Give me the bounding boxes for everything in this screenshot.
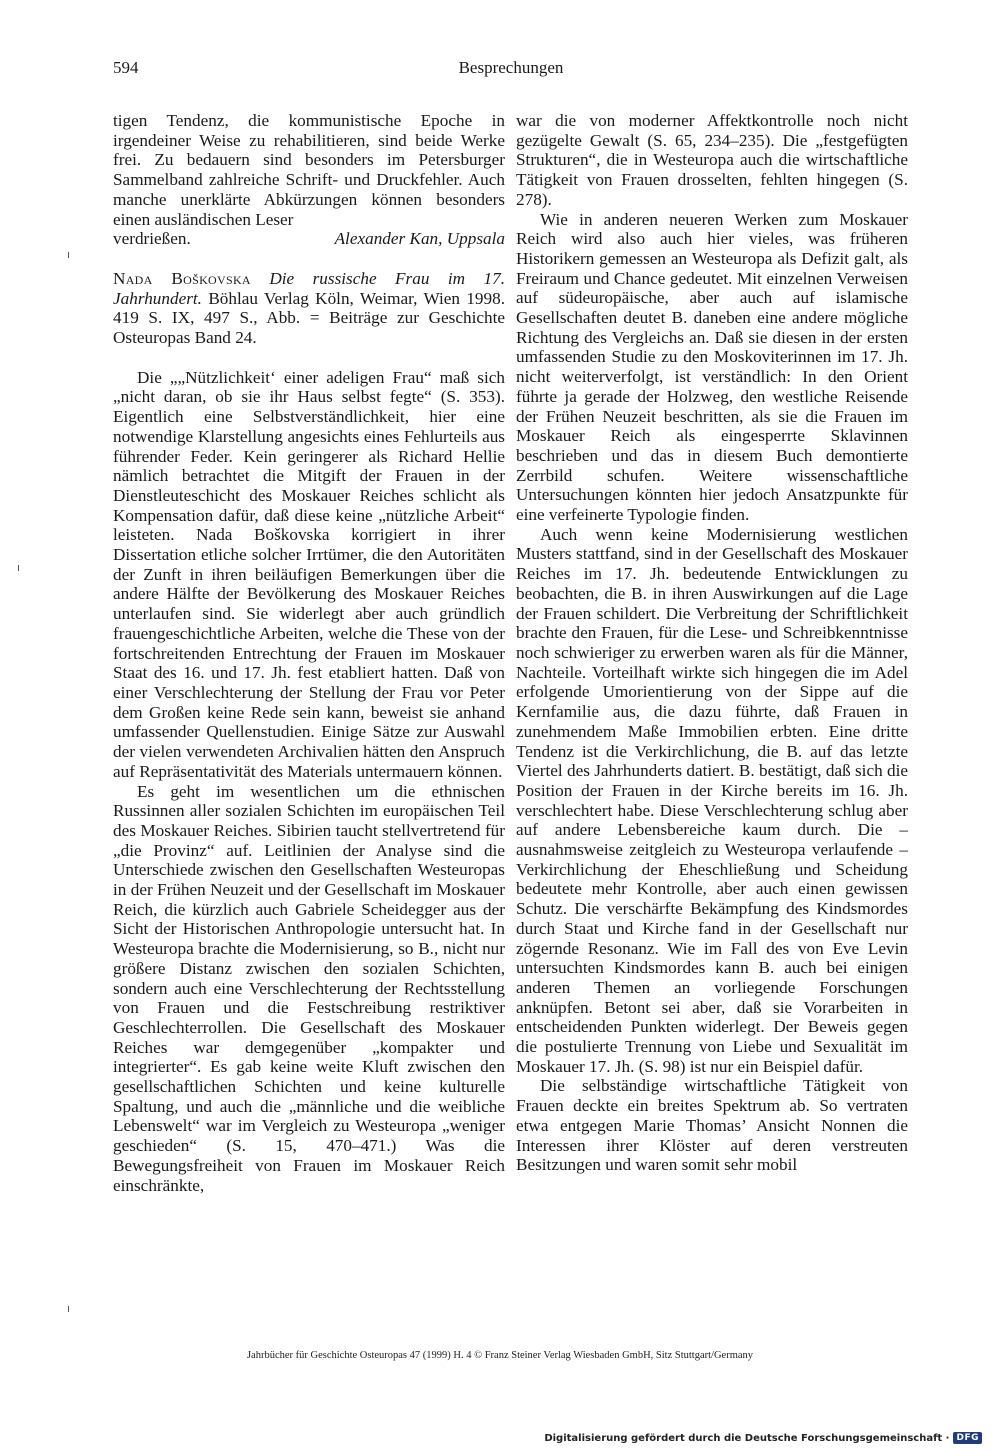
- dfg-logo: DFG: [953, 1432, 982, 1444]
- scan-mark: [68, 1306, 69, 1312]
- review-signature: [113, 229, 505, 249]
- book-author: Nada Boškovska: [113, 268, 251, 288]
- spacer: [113, 249, 505, 269]
- signature-lead: verdrießen.: [113, 229, 191, 249]
- review-paragraph: Es geht im wesentlichen um die ethnischen Russinnen aller sozialen Schichten im europäischen Teil des Moskauer Reiches. Sibirien taucht stellvertretend für „die Provinz“ auf. Leitlinien der Analyse sind die Unterschiede zwischen den Gesellschaften Westeuropas in der Frühen Neuzeit und der Gesellschaft im Moskauer Reich, die kürzlich auch Gabriele Scheidegger aus der Sicht der Historischen Anthropologie untersucht hat. In Westeuropa brachte die Modernisierung, so B., nicht nur größere Distanz zwischen den sozialen Schichten, sondern auch eine Verschlechterung der Rechtsstellung von Frauen und die Festschreibung restriktiver Geschlechterrollen. Die Gesellschaft des Moskauer Reiches war demgegenüber „kompakter und integrierter“. Es gab keine weite Kluft zwischen den gesellschaftlichen Schichten und keine kulturelle Spaltung, und auch die „männliche und die weibliche Lebenswelt“ war im Vergleich zu Westeuropa „weniger geschieden“ (S. 15, 470–471.) Was die Bewegungsfreiheit von Frauen im Moskauer Reich einschränkte,: [113, 781, 505, 1195]
- review-paragraph: Die selbständige wirtschaftliche Tätigkeit von Frauen deckte ein breites Spektrum ab. So vertraten etwa entgegen Marie Thomas’ Ansicht Nonnen die Interessen ihrer Klöster auf deren verstreuten Besitzungen und waren somit sehr mobil: [516, 1076, 908, 1175]
- left-column: [113, 111, 505, 1195]
- review-paragraph: Auch wenn keine Modernisierung westlichen Musters stattfand, sind in der Gesellschaft des Moskauer Reiches im 17. Jh. bedeutende Entwicklungen zu beobachten, die B. in ihren Auswirkungen auf die Lage der Frauen schildert. Die Verbreitung der Schriftlichkeit brachte den Frauen, für die Lese- und Schreibkenntnisse noch schwieriger zu erwerben waren als für die Männer, Nachteile. Vorteilhaft wirkte sich hingegen die im Adel erfolgende Umorientierung von der Sippe auf die Kernfamilie aus, die dazu führte, daß Frauen in zunehmendem Maße Immobilien erbten. Eine dritte Tendenz ist die Verkirchlichung, die B. auf das letzte Viertel des Jahrhunderts datiert. B. bestätigt, daß sich die Position der Frauen in der Kirche bereits im 16. Jh. verschlechtert habe. Diese Verschlechterung schlug aber auf andere Lebensbereiche kaum durch. Die – ausnahmsweise zeitgleich zu Westeuropa verlaufende – Verkirchlichung der Eheschließung und Scheidung bedeutete mehr Kontrolle, aber auch einen gewissen Schutz. Die verschärfte Bekämpfung des Kindsmordes durch Staat und Kirche fand in der Gesellschaft nur zögernde Resonanz. Wie im Fall des von Eve Levin untersuchten Kindsmordes kann B. auch bei einigen anderen Themen an vorliegende Forschungen anknüpfen. Betont sei aber, daß sie Vorarbeiten in entscheidenden Punkten widerlegt. Der Beweis gegen die postulierte Trennung von Liebe und Sexualität im Moskauer 17. Jh. (S. 98) ist nur ein Beispiel dafür.: [516, 524, 908, 1076]
- page-header: [113, 58, 909, 84]
- review-paragraph: Wie in anderen neueren Werken zum Moskauer Reich wird also auch hier vieles, was früheren Historikern gemessen an Westeuropa als Defizit galt, als Freiraum und Chance gedeutet. Mit einzelnen Verweisen auf südeuropäische, aber auch auf islamische Gesellschaften deutet B. daneben eine andere mögliche Richtung des Vergleichs an. Daß sie diesen in der ersten umfassenden Studie zu den Moskoviterinnen im 17. Jh. nicht weiterverfolgt, ist verständlich: In den Orient führte ja gerade der Holzweg, den westliche Reisende der Frühen Neuzeit beschritten, als sie die Frauen im Moskauer Reich als eingesperrte Sklavinnen beschrieben und das in diesem Buch demontierte Zerrbild schufen. Weitere wissenschaftliche Untersuchungen könnten hier jedoch Ansatzpunkte für eine verfeinerte Typologie finden.: [516, 209, 908, 525]
- book-publication-details: Böhlau Verlag Köln, Weimar, Wien 1998. 419 S. IX, 497 S., Abb. = Beiträge zur Geschichte Osteuropas Band 24.: [113, 288, 506, 348]
- review-paragraph: Die „„Nützlichkeit‘ einer adeligen Frau“ maß sich „nicht daran, ob sie ihr Haus selbst fegte“ (S. 353). Eigentlich eine Selbstverständlichkeit, hier eine notwendige Klarstellung angesichts eines Fehlurteils aus führender Feder. Kein geringerer als Richard Hellie nämlich betrachtet die Mitgift der Frauen in der Dienstleuteschicht des Moskauer Reiches schlicht als Kompensation dafür, daß diese keine „nützliche Arbeit“ leisteten. Nada Boškovska korrigiert in ihrer Dissertation etliche solcher Irrtümer, die den Autoritäten der Zunft in ihren beiläufigen Bemerkungen über die andere Hälfte der Bevölkerung des Moskauer Reiches unterlaufen sind. Sie widerlegt aber auch gründlich frauengeschichtliche Arbeiten, welche die These von der fortschreitenden Entrechtung der Frauen im Moskauer Staat des 16. und 17. Jh. fest etabliert hatten. Daß von einer Verschlechterung der Stellung der Frau vor Peter dem Großen keine Rede sein kann, beweist sie anhand umfassender Quellenstudien. Einige Sätze zur Auswahl der vielen verwendeten Archivalien hätten den Anspruch auf Repräsentativität des Materials untermauern können.: [113, 367, 505, 781]
- funding-text: Digitalisierung gefördert durch die Deutsche Forschungsgemeinschaft ·: [544, 1432, 950, 1444]
- bibliographic-entry: [113, 269, 505, 348]
- book-title: Die russische Frau im 17. Jahrhundert.: [113, 268, 506, 308]
- running-head: Besprechungen: [458, 58, 564, 77]
- scan-mark: [68, 252, 69, 258]
- reviewer-name: Alexander Kan, Uppsala: [334, 229, 505, 249]
- page-number: 594: [113, 58, 139, 77]
- scan-mark: [18, 565, 19, 571]
- review-paragraph: war die von moderner Affektkontrolle noch nicht gezügelte Gewalt (S. 65, 234–235). Die „festgefügten Strukturen“, die in Westeuropa auch die wirtschaftliche Tätigkeit von Frauen drosselten, fehlten hingegen (S. 278).: [516, 111, 908, 209]
- journal-footer: Jahrbücher für Geschichte Osteuropas 47 (1999) H. 4 © Franz Steiner Verlag Wiesbaden GmbH, Sitz Stuttgart/Germany: [246, 1350, 754, 1361]
- review-ending-paragraph: tigen Tendenz, die kommunistische Epoche in irgendeiner Weise zu rehabilitieren, sind beide Werke frei. Zu bedauern sind besonders im Petersburger Sammelband zahlreiche Schrift- und Druckfehler. Auch manche unerklärte Abkürzungen können besonders einen ausländischen Leser: [113, 111, 505, 229]
- funding-note: [544, 1432, 982, 1444]
- right-column: [516, 111, 908, 1175]
